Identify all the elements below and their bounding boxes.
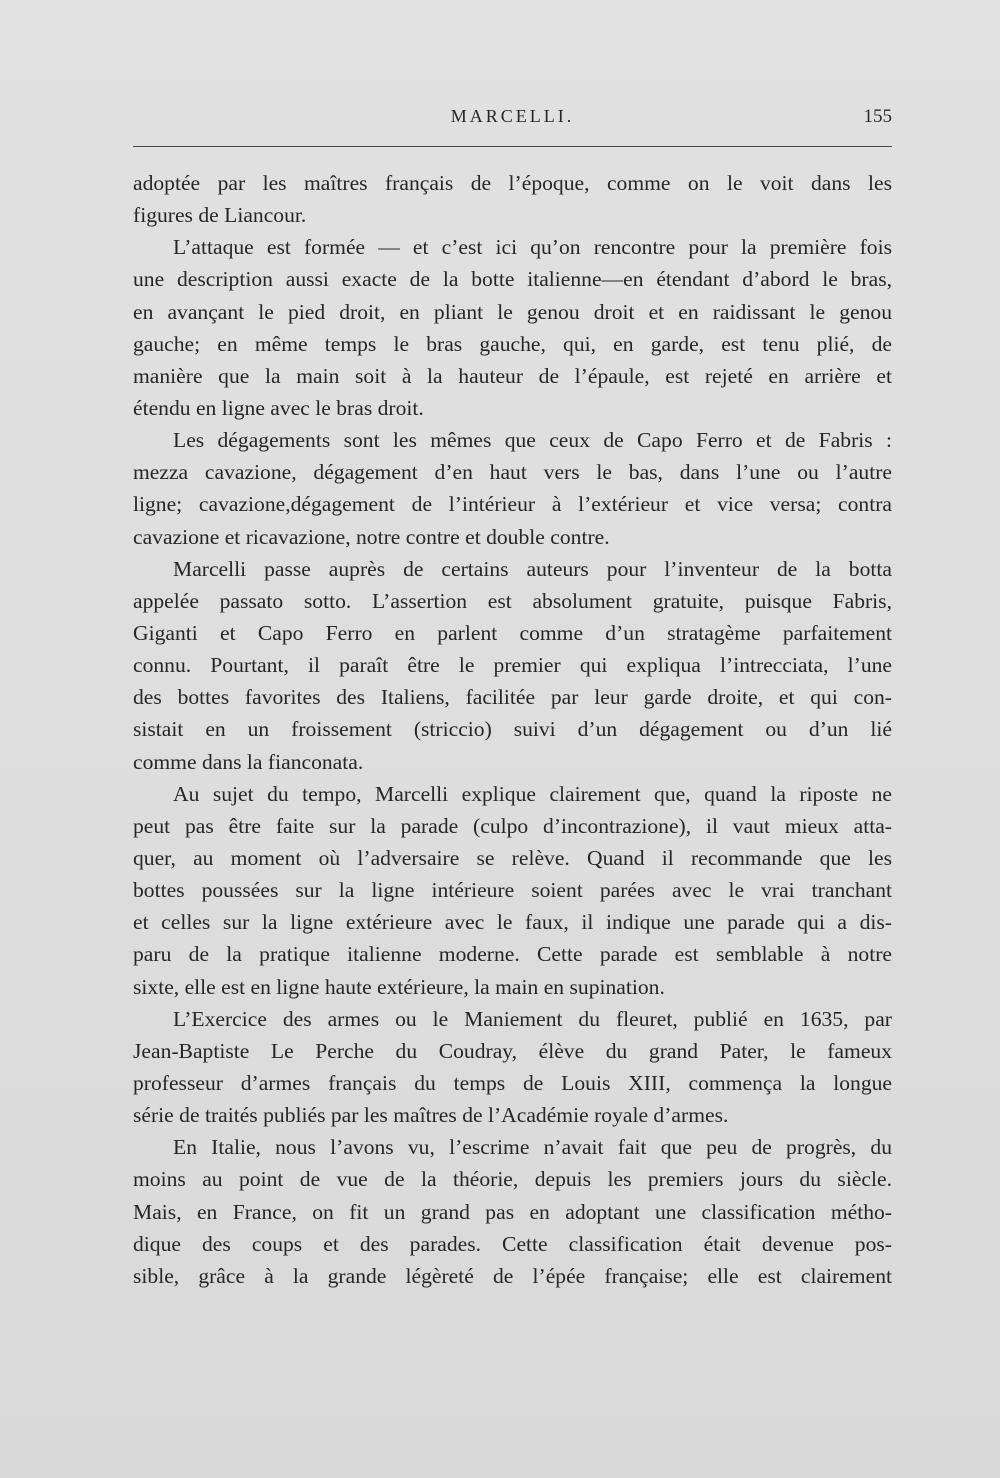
text-line: ligne; cavazione,dégagement de l’intérieur à l’extérieur et vice versa; contra — [133, 492, 892, 517]
text-line: paru de la pratique italienne moderne. Cette parade est semblable à notre — [133, 942, 892, 967]
running-title: MARCELLI. — [450, 106, 575, 126]
text-line: L’attaque est formée — et c’est ici qu’on rencontre pour la première fois — [173, 235, 892, 260]
text-line: figures de Liancour. — [133, 203, 307, 228]
paragraph-3 — [133, 424, 892, 553]
text-line: Marcelli passe auprès de certains auteurs pour l’inventeur de la botta — [173, 556, 892, 581]
text-line: manière que la main soit à la hauteur de l’épaule, est rejeté en arrière et — [133, 363, 892, 388]
paragraph-6 — [133, 1003, 892, 1132]
text-line: L’Exercice des armes ou le Maniement du fleuret, publié en 1635, par — [173, 1006, 892, 1031]
body-text — [133, 167, 892, 1292]
paragraph-4 — [133, 553, 892, 778]
text-line: une description aussi exacte de la botte italienne—en étendant d’abord le bras, — [133, 267, 892, 292]
text-line: quer, au moment où l’adversaire se relève. Quand il recommande que les — [133, 845, 892, 870]
text-line: étendu en ligne avec le bras droit. — [133, 395, 424, 420]
header-rule — [133, 146, 892, 147]
text-line: appelée passato sotto. L’assertion est absolument gratuite, puisque Fabris, — [133, 588, 892, 613]
text-line: Giganti et Capo Ferro en parlent comme d’un stratagème parfaitement — [133, 620, 892, 645]
text-line: sible, grâce à la grande légèreté de l’épée française; elle est clairement — [133, 1263, 892, 1288]
text-line: des bottes favorites des Italiens, facilitée par leur garde droite, et qui con- — [133, 685, 892, 710]
text-line: série de traités publiés par les maîtres de l’Académie royale d’armes. — [133, 1103, 729, 1128]
paragraph-1 — [133, 167, 892, 231]
paragraph-7 — [133, 1131, 892, 1292]
text-line: comme dans la fianconata. — [133, 749, 364, 774]
text-line: En Italie, nous l’avons vu, l’escrime n’avait fait que peu de progrès, du — [173, 1135, 892, 1160]
text-line: cavazione et ricavazione, notre contre et double contre. — [133, 524, 610, 549]
text-line: bottes poussées sur la ligne intérieure soient parées avec le vrai tranchant — [133, 878, 892, 903]
text-line: sistait en un froissement (striccio) suivi d’un dégagement ou d’un lié — [133, 717, 892, 742]
text-line: mezza cavazione, dégagement d’en haut vers le bas, dans l’une ou l’autre — [133, 460, 892, 485]
text-line: peut pas être faite sur la parade (culpo d’incontrazione), il vaut mieux atta- — [133, 813, 892, 838]
text-line: Mais, en France, on fit un grand pas en adoptant une classification métho- — [133, 1199, 892, 1224]
text-line: Les dégagements sont les mêmes que ceux de Capo Ferro et de Fabris : — [173, 428, 892, 453]
text-line: Jean-Baptiste Le Perche du Coudray, élève du grand Pater, le fameux — [133, 1038, 892, 1063]
text-line: adoptée par les maîtres français de l’époque, comme on le voit dans les — [133, 171, 892, 195]
text-line: gauche; en même temps le bras gauche, qui, en garde, est tenu plié, de — [133, 331, 892, 356]
text-line: et celles sur la ligne extérieure avec le faux, il indique une parade qui a dis- — [133, 910, 892, 935]
text-line: moins au point de vue de la théorie, depuis les premiers jours du siècle. — [133, 1167, 892, 1192]
text-line: dique des coups et des parades. Cette classification était devenue pos- — [133, 1231, 892, 1256]
page-number: 155 — [863, 106, 892, 127]
page-header — [133, 104, 892, 134]
text-line: Au sujet du tempo, Marcelli explique clairement que, quand la riposte ne — [173, 781, 892, 806]
text-line: en avançant le pied droit, en pliant le genou droit et en raidissant le genou — [133, 299, 892, 324]
text-line: connu. Pourtant, il paraît être le premier qui expliqua l’intrecciata, l’une — [133, 653, 892, 678]
paragraph-5 — [133, 778, 892, 1003]
text-line: sixte, elle est en ligne haute extérieure, la main en supination. — [133, 974, 665, 999]
text-line: professeur d’armes français du temps de Louis XIII, commença la longue — [133, 1070, 892, 1095]
paragraph-2 — [133, 231, 892, 424]
